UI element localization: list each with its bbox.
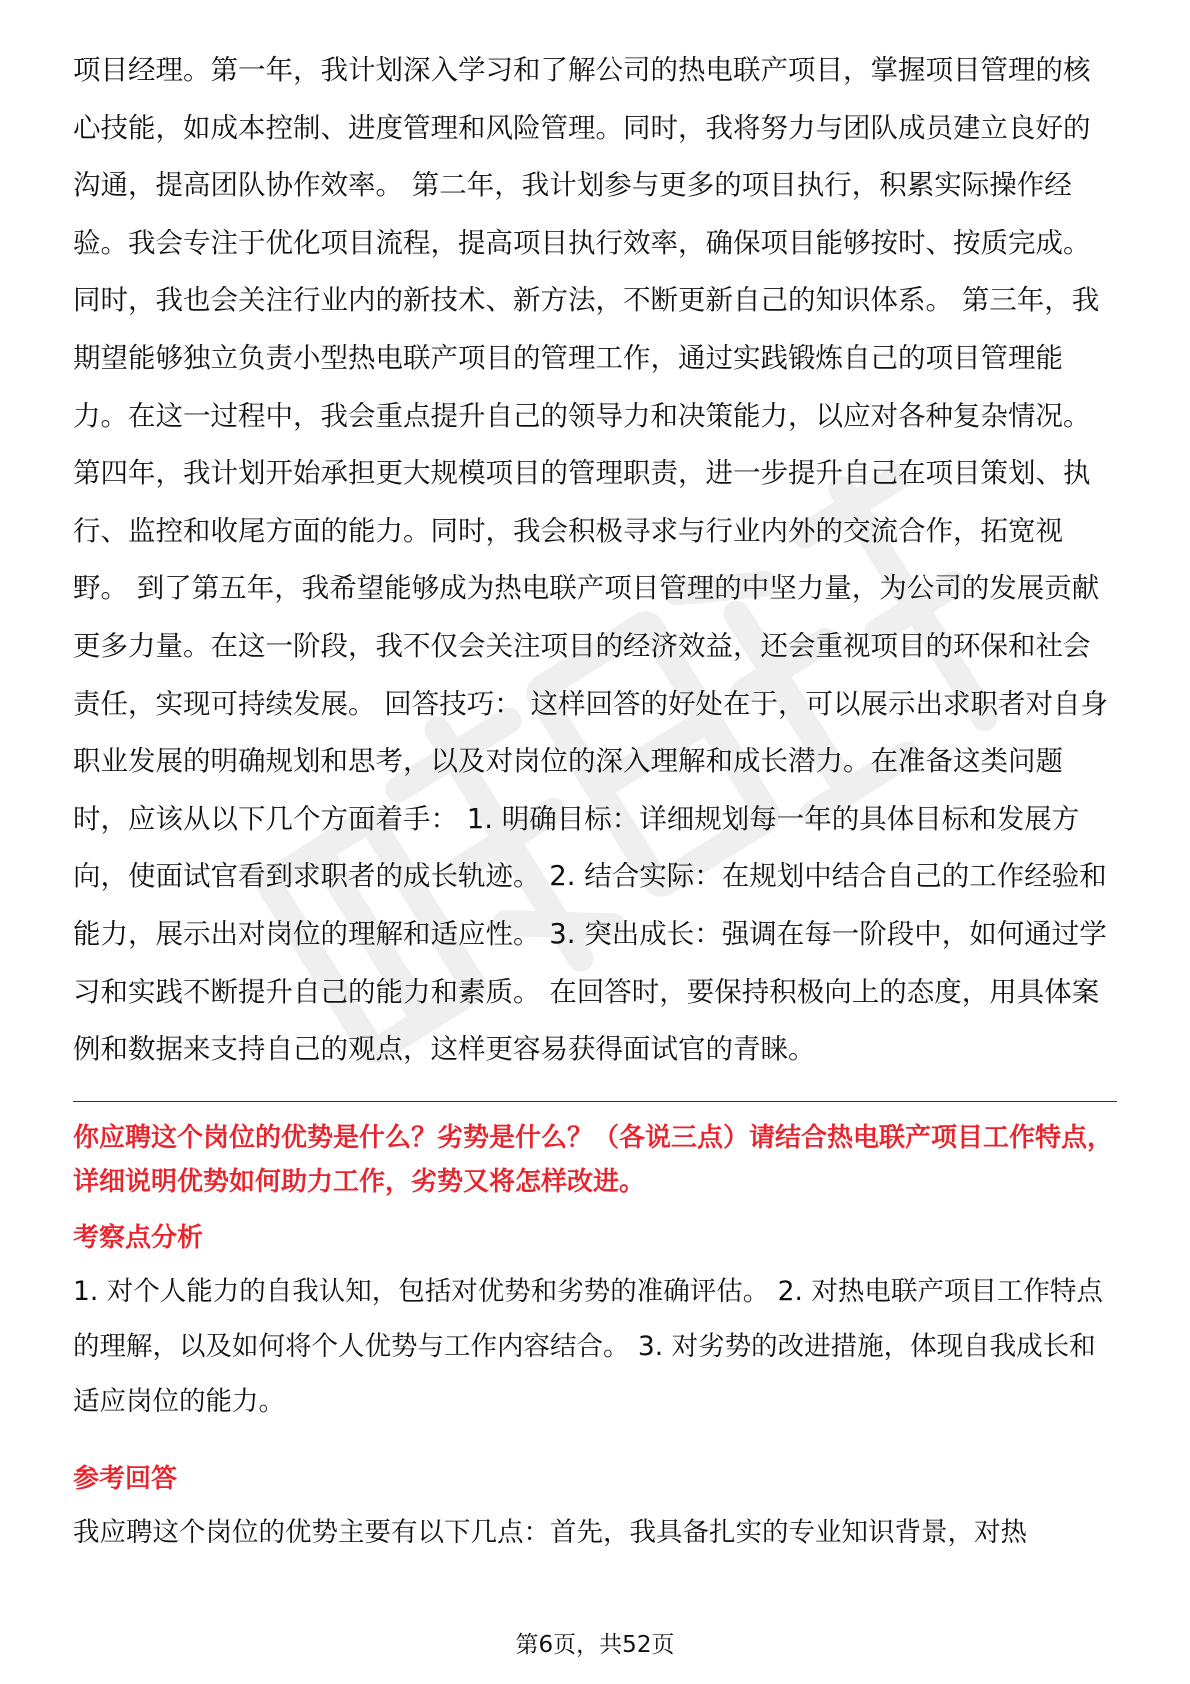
document-content — [73, 42, 1117, 1560]
answer-heading: 参考回答 — [73, 1463, 178, 1494]
section-divider — [73, 1101, 1117, 1102]
question-title: 你应聘这个岗位的优势是什么？劣势是什么？（各说三点）请结合热电联产项目工作特点，详细说明优势如何助力工作，劣势又将怎样改进。 — [73, 1122, 1114, 1197]
answer-body: 我应聘这个岗位的优势主要有以下几点：首先，我具备扎实的专业知识背景，对热 — [73, 1516, 1027, 1548]
analysis-heading: 考察点分析 — [73, 1222, 204, 1253]
continuation-paragraph: 项目经理。第一年，我计划深入学习和了解公司的热电联产项目，掌握项目管理的核心技能，如成本控制、进度管理和风险管理。同时，我将努力与团队成员建立良好的沟通，提高团队协作效率。 第二年，我计划参与更多的项目执行，积累实际操作经验。我会专注于优化项目流程，提高项目执行效率，确保项目能够按时、按质完成。同时，我也会关注行业内的新技术、新方法，不断更新自己的知识体系。 第三年，我期望能够独立负责小型热电联产项目的管理工作，通过实践锻炼自己的项目管理能力。在这一过程中，我会重点提升自己的领导力和决策能力，以应对各种复杂情况。 第四年，我计划开始承担更大规模项目的管理职责，进一步提升自己在项目策划、执行、监控和收尾方面的能力。同时，我会积极寻求与行业内外的交流合作，拓宽视野。 到了第五年，我希望能够成为热电联产项目管理的中坚力量，为公司的发展贡献更多力量。在这一阶段，我不仅会关注项目的经济效益，还会重视项目的环保和社会责任，实现可持续发展。 回答技巧： 这样回答的好处在于，可以展示出求职者对自身职业发展的明确规划和思考，以及对岗位的深入理解和成长潜力。在准备这类问题时，应该从以下几个方面着手： 1. 明确目标：详细规划每一年的具体目标和发展方向，使面试官看到求职者的成长轨迹。 2. 结合实际：在规划中结合自己的工作经验和能力，展示出对岗位的理解和适应性。 3. 突出成长：强调在每一阶段中，如何通过学习和实践不断提升自己的能力和素质。 在回答时，要保持积极向上的态度，用具体案例和数据来支持自己的观点，这样更容易获得面试官的青睐。 — [73, 54, 1108, 1066]
analysis-body: 1. 对个人能力的自我认知，包括对优势和劣势的准确评估。 2. 对热电联产项目工作特点的理解，以及如何将个人优势与工作内容结合。 3. 对劣势的改进措施，体现自我成长和适应岗位的能力。 — [73, 1275, 1103, 1417]
page-footer: 第6页，共52页 — [515, 1632, 675, 1658]
